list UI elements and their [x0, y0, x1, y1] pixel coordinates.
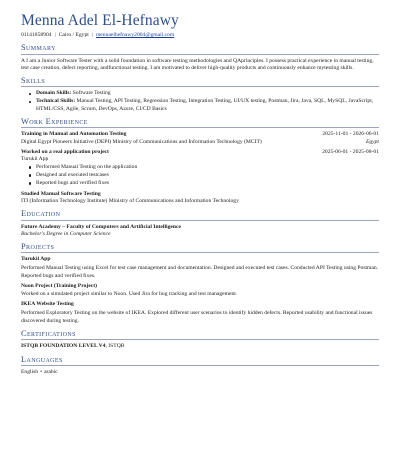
job-title: Worked on a real application project: [21, 149, 109, 156]
education-school: Future Academy – Faculty of Computers and Artificial Intelligence: [21, 223, 181, 230]
project-entry: [21, 256, 379, 280]
job-organization: Digital Egypt Pioneers Initiative (DEPI) Ministry of Communications and Information Technology (MCIT): [21, 138, 262, 145]
project-entry: [21, 301, 379, 325]
job-entry: [21, 131, 379, 146]
section-title-summary: Summary: [21, 43, 379, 54]
skill-item: [29, 98, 379, 113]
skills-section: [21, 76, 379, 113]
section-title-projects: Projects: [21, 242, 379, 253]
candidate-name: Menna Adel El-Hefnawy: [21, 12, 179, 29]
job-entry: [21, 149, 379, 188]
education-section: [21, 209, 379, 238]
job-location: Egypt: [365, 138, 379, 145]
certification-issuer: , ISTQB: [105, 343, 125, 350]
languages-section: [21, 355, 379, 377]
section-title-experience: Work Experience: [21, 117, 379, 128]
certification-entry: [21, 343, 379, 350]
job-title: Studied Manual Software Testing: [21, 190, 101, 197]
location-text: Cairo / Egypt: [58, 32, 89, 39]
languages-list: [21, 369, 379, 376]
job-bullet-list: [21, 164, 379, 187]
job-bullet: Designed and executed testcases: [29, 172, 379, 179]
language-item: English: [21, 368, 39, 375]
job-organization: Turukii App: [21, 156, 49, 163]
project-title: IKEA Website Testing: [21, 301, 74, 308]
summary-section: [21, 43, 379, 72]
language-item: arabic: [44, 368, 58, 375]
projects-section: [21, 242, 379, 325]
education-degree: Bachelor's Degree in Computer Science: [21, 230, 111, 237]
job-bullet: Reported bugs and verified fixes: [29, 180, 379, 187]
section-title-education: Education: [21, 209, 379, 220]
phone-number: 01141858904: [21, 32, 52, 39]
skill-label: Technical Skills:: [36, 98, 76, 105]
job-dates: 2025-11-01 - 2026-06-01: [322, 131, 379, 138]
language-separator: •: [40, 368, 43, 375]
project-description: Worked on a simulated project similar to Noon. Used Jira for bug tracking and test management.: [21, 291, 238, 298]
certification-name: ISTQB FOUNDATION LEVEL V4: [21, 343, 106, 350]
job-title: Training in Manual and Automation Testing: [21, 131, 127, 138]
section-title-certifications: Certifications: [21, 329, 379, 340]
skill-value: Manual Testing, API Testing, Regression Testing, Integration Testing, UI/UX testing, Postman, Jira, Java, SQL, MySQL, JavaScript, HTML/CSS, Agile, Scrum, DevOps, Azure, CI/CD Basics: [36, 98, 374, 112]
contact-separator: |: [91, 32, 93, 39]
skill-item: [29, 90, 379, 97]
skills-list: [21, 90, 379, 113]
job-bullet: Performed Manual Testing on the application: [29, 164, 379, 171]
project-title: Turukii App: [21, 256, 51, 263]
skill-label: Domain Skills:: [36, 90, 72, 97]
section-title-languages: Languages: [21, 355, 379, 366]
project-entry: [21, 283, 379, 299]
email-link[interactable]: mennaelhefnawy2004@gmail.com: [95, 32, 175, 39]
contact-separator: |: [54, 32, 56, 39]
section-title-skills: Skills: [21, 76, 379, 87]
project-description: Performed Exploratory Testing on the website of IKEA. Explored different user scenarios to identify hidden defects. Reported usability and functional issues discovered during testing.: [21, 310, 373, 324]
skill-value: Software Testing: [72, 90, 111, 97]
certifications-section: [21, 329, 379, 351]
experience-section: [21, 117, 379, 205]
job-entry: [21, 191, 379, 206]
job-dates: 2025-06-01 - 2025-08-01: [322, 149, 379, 156]
job-organization: ITI (Information Technology Institute) Ministry of Communications and Information Technology: [21, 198, 239, 205]
contact-line: [21, 32, 379, 39]
summary-text: A I am a Junior Software Tester with a solid foundation in software testing methodologies and QAprinciples. I possess practical experience in manual testing, test case creation, defect reporting, andfunctional testing. I am motivated to deliver high-quality products and continuously enhance mytesting skills.: [21, 57, 374, 71]
project-title: Noon Project (Training Project): [21, 282, 97, 289]
project-description: Performed Manual Testing using Excel for test case management and documentation. Designed and executed test cases. Conducted API Testing using Postman. Reported bugs and verified fixes.: [21, 265, 379, 279]
